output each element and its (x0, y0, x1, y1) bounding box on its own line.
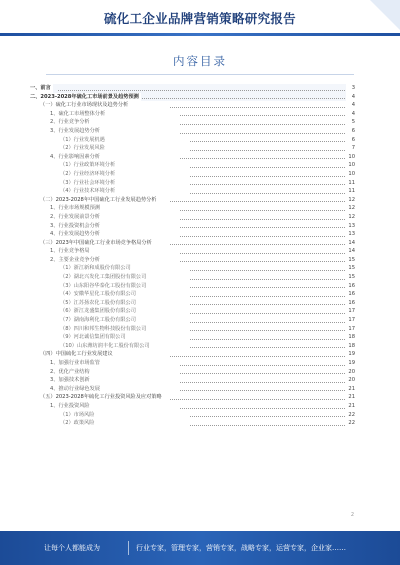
toc-entry-text: 1、硫化工市场整体分析 (50, 110, 106, 117)
toc-entry[interactable] (30, 222, 355, 231)
toc-title: 内容目录 (173, 54, 227, 68)
toc-entry[interactable] (30, 256, 355, 265)
toc-entry-page: 6 (346, 136, 355, 145)
toc-entry[interactable] (30, 359, 355, 368)
toc-entry[interactable] (30, 118, 355, 127)
toc-entry-page: 15 (346, 273, 355, 282)
toc-dot-leader (190, 184, 345, 185)
toc-entry[interactable] (30, 342, 355, 351)
toc-dot-leader (190, 150, 345, 151)
toc-entry[interactable] (30, 376, 355, 385)
toc-entry[interactable] (30, 273, 355, 282)
toc-dot-leader (190, 347, 345, 348)
toc-dot-leader (180, 124, 345, 125)
toc-entry-page: 15 (346, 256, 355, 265)
toc-entry-text: （三）2023年中国硫化工行业市场竞争格局分析 (40, 239, 152, 246)
toc-entry-page: 22 (346, 419, 355, 428)
toc-entry-text: （7）湖南海利化工股份有限公司 (60, 317, 136, 324)
toc-dot-leader (190, 322, 345, 323)
toc-entry-text: （1）行业政策环境分析 (60, 162, 116, 169)
toc-entry[interactable] (30, 282, 355, 291)
toc-dot-leader (180, 219, 345, 220)
toc-entry-text: 2、优化产业结构 (50, 368, 90, 375)
toc-entry-text: （5）江苏扬农化工股份有限公司 (60, 299, 136, 306)
toc-entry-page: 14 (346, 239, 355, 248)
toc-dot-leader (190, 416, 345, 417)
toc-dot-leader (190, 296, 345, 297)
toc-entry-text: （四）中国硫化工行业发展建议 (40, 351, 113, 358)
toc-entry-text: （1）市场风险 (60, 411, 95, 418)
toc-dot-leader (180, 115, 345, 116)
toc-entry[interactable] (30, 153, 355, 162)
toc-dot-leader (190, 287, 345, 288)
toc-entry[interactable] (30, 196, 355, 205)
toc-entry-text: （1）行业发展机遇 (60, 136, 105, 143)
toc-entry[interactable] (30, 368, 355, 377)
toc-entry[interactable] (30, 144, 355, 153)
toc-entry[interactable] (30, 204, 355, 213)
toc-entry-text: （8）四川和邦生物科技股份有限公司 (60, 325, 147, 332)
toc-entry-text: （4）安徽华星化工股份有限公司 (60, 291, 136, 298)
toc-dot-leader (190, 425, 345, 426)
toc-entry-text: 1、行业投资风险 (50, 402, 90, 409)
toc-entry-text: 4、行业发展趋势分析 (50, 231, 100, 238)
toc-entry-page: 13 (346, 230, 355, 239)
toc-dot-leader (190, 279, 345, 280)
footer-divider (128, 541, 129, 555)
toc-entry-text: 3、行业投资机会分析 (50, 222, 100, 229)
toc-entry-text: 4、推动行业绿色发展 (50, 385, 100, 392)
toc-entry[interactable] (30, 264, 355, 273)
toc-entry-text: 4、行业影响因素分析 (50, 153, 100, 160)
toc-dot-leader (190, 339, 345, 340)
toc-entry[interactable] (30, 307, 355, 316)
report-title: 硫化工企业品牌营销策略研究报告 (103, 11, 296, 26)
toc-dot-leader (180, 408, 345, 409)
toc-entry-page: 13 (346, 222, 355, 231)
toc-entry-text: （6）浙江龙盛集团股份有限公司 (60, 308, 136, 315)
toc-entry-text: （2）行业发展风险 (60, 145, 105, 152)
toc-dot-leader (58, 90, 345, 91)
toc-dot-leader (190, 330, 345, 331)
toc-entry-text: 1、行业市场规模预测 (50, 205, 100, 212)
toc-entry-text: （4）行业技术环境分析 (60, 188, 116, 195)
header-rule (0, 33, 400, 36)
toc-dot-leader (190, 304, 345, 305)
page-header (0, 0, 400, 36)
toc-dot-leader (170, 201, 345, 202)
page-footer (0, 531, 400, 565)
toc-entry-page: 3 (346, 84, 355, 93)
toc-dot-leader (190, 176, 345, 177)
toc-entry-text: 二、2023-2028年硫化工市场前景及趋势预测 (30, 93, 139, 100)
toc-entry-page: 12 (346, 213, 355, 222)
toc-entry-page: 21 (346, 385, 355, 394)
toc-entry-page: 19 (346, 350, 355, 359)
toc-entry[interactable] (30, 247, 355, 256)
toc-entry-text: （二）2023-2028年中国硫化工行业发展趋势分析 (40, 196, 157, 203)
toc-entry-text: （2）湖北兴发化工集团股份有限公司 (60, 274, 147, 281)
toc-entry[interactable] (30, 84, 355, 93)
toc-dot-leader (180, 365, 345, 366)
toc-entry-page: 17 (346, 316, 355, 325)
toc-entry-page: 5 (346, 118, 355, 127)
toc-entry-page: 10 (346, 161, 355, 170)
toc-entry-page: 20 (346, 376, 355, 385)
toc-entry-page: 11 (346, 179, 355, 188)
toc-entry[interactable] (30, 239, 355, 248)
toc-entry-page: 11 (346, 187, 355, 196)
toc-entry[interactable] (30, 110, 355, 119)
toc-entry-text: （1）浙江新和成股份有限公司 (60, 265, 131, 272)
toc-entry[interactable] (30, 290, 355, 299)
toc-entry-page: 10 (346, 170, 355, 179)
toc-entry-text: 一、前言 (30, 85, 51, 91)
toc-dot-leader (190, 313, 345, 314)
toc-entry[interactable] (30, 213, 355, 222)
toc-entry-text: （一）硫化工行业市场现状及趋势分析 (40, 102, 129, 109)
toc-entry[interactable] (30, 136, 355, 145)
toc-entry[interactable] (30, 161, 355, 170)
toc-dot-leader (180, 382, 345, 383)
toc-entry[interactable] (30, 179, 355, 188)
toc-entry-text: 2、行业发展前景分析 (50, 213, 100, 220)
toc-entry-page: 7 (346, 144, 355, 153)
toc-entry-text: （2）政策风险 (60, 420, 95, 427)
toc-dot-leader (180, 261, 345, 262)
toc-dot-leader (180, 158, 345, 159)
toc-entry-page: 16 (346, 299, 355, 308)
toc-entry-page: 17 (346, 307, 355, 316)
toc-dot-leader (180, 390, 345, 391)
footer-slogan-right: 行业专家，管理专家，营销专家，战略专家，运营专家，企业家…… (136, 544, 346, 552)
toc-entry[interactable] (30, 187, 355, 196)
toc-entry-page: 18 (346, 342, 355, 351)
toc-entry-text: （2）行业经济环境分析 (60, 170, 116, 177)
toc-entry-page: 22 (346, 411, 355, 420)
toc-entry[interactable] (30, 316, 355, 325)
toc-entry[interactable] (30, 299, 355, 308)
toc-entry-page: 10 (346, 153, 355, 162)
toc-dot-leader (180, 210, 345, 211)
toc-entry-page: 16 (346, 290, 355, 299)
toc-entry-page: 4 (346, 93, 355, 102)
toc-entry-text: （9）河北诚信集团有限公司 (60, 334, 126, 341)
toc-dot-leader (170, 244, 345, 245)
toc-title-rule (46, 74, 354, 75)
toc-entry[interactable] (30, 350, 355, 359)
toc-dot-leader (190, 270, 345, 271)
toc-entry[interactable] (30, 333, 355, 342)
toc-entry-page: 21 (346, 393, 355, 402)
toc-entry-text: 2、行业竞争分析 (50, 119, 90, 126)
table-of-contents (30, 84, 355, 428)
toc-dot-leader (170, 107, 345, 108)
toc-entry[interactable] (30, 93, 355, 102)
toc-entry-text: 2、主要企业竞争分析 (50, 256, 100, 263)
toc-entry[interactable] (30, 325, 355, 334)
page-number: 2 (350, 512, 354, 518)
toc-entry-page: 20 (346, 368, 355, 377)
toc-entry-page: 21 (346, 402, 355, 411)
toc-entry-text: （五）2023-2028年硫化工行业投资风险及应对策略 (40, 394, 162, 401)
toc-dot-leader (190, 193, 345, 194)
toc-entry[interactable] (30, 402, 355, 411)
toc-entry[interactable] (30, 419, 355, 428)
toc-entry[interactable] (30, 393, 355, 402)
toc-dot-leader (180, 253, 345, 254)
toc-entry-page: 4 (346, 110, 355, 119)
toc-entry-page: 19 (346, 359, 355, 368)
toc-entry-page: 14 (346, 247, 355, 256)
toc-entry[interactable] (30, 230, 355, 239)
toc-dot-leader (180, 133, 345, 134)
toc-dot-leader (180, 227, 345, 228)
toc-dot-leader (170, 356, 345, 357)
toc-entry-page: 16 (346, 282, 355, 291)
toc-dot-leader (190, 167, 345, 168)
toc-entry[interactable] (30, 411, 355, 420)
toc-dot-leader (180, 373, 345, 374)
footer-slogan-left: 让每个人都能成为 (44, 544, 100, 552)
toc-dot-leader (190, 141, 345, 142)
toc-entry-text: 1、行业竞争格局 (50, 248, 90, 255)
toc-entry[interactable] (30, 385, 355, 394)
toc-entry[interactable] (30, 127, 355, 136)
toc-dot-leader (170, 399, 345, 400)
toc-entry-text: 1、加强行业市场监管 (50, 360, 100, 366)
toc-entry-page: 4 (346, 101, 355, 110)
toc-entry-page: 6 (346, 127, 355, 136)
toc-entry-page: 15 (346, 264, 355, 273)
toc-entry[interactable] (30, 170, 355, 179)
toc-entry-text: （3）行业社会环境分析 (60, 179, 116, 186)
toc-entry-text: （3）山东阳谷华泰化工股份有限公司 (60, 282, 147, 289)
toc-entry-text: （10）山东潍坊润丰化工股份有限公司 (60, 342, 150, 349)
toc-entry-page: 17 (346, 325, 355, 334)
toc-entry-page: 12 (346, 196, 355, 205)
toc-entry-page: 18 (346, 333, 355, 342)
toc-entry-text: 3、行业发展趋势分析 (50, 127, 100, 134)
toc-entry[interactable] (30, 101, 355, 110)
toc-dot-leader (180, 236, 345, 237)
toc-entry-text: 3、加强技术创新 (50, 377, 90, 384)
toc-entry-page: 12 (346, 204, 355, 213)
